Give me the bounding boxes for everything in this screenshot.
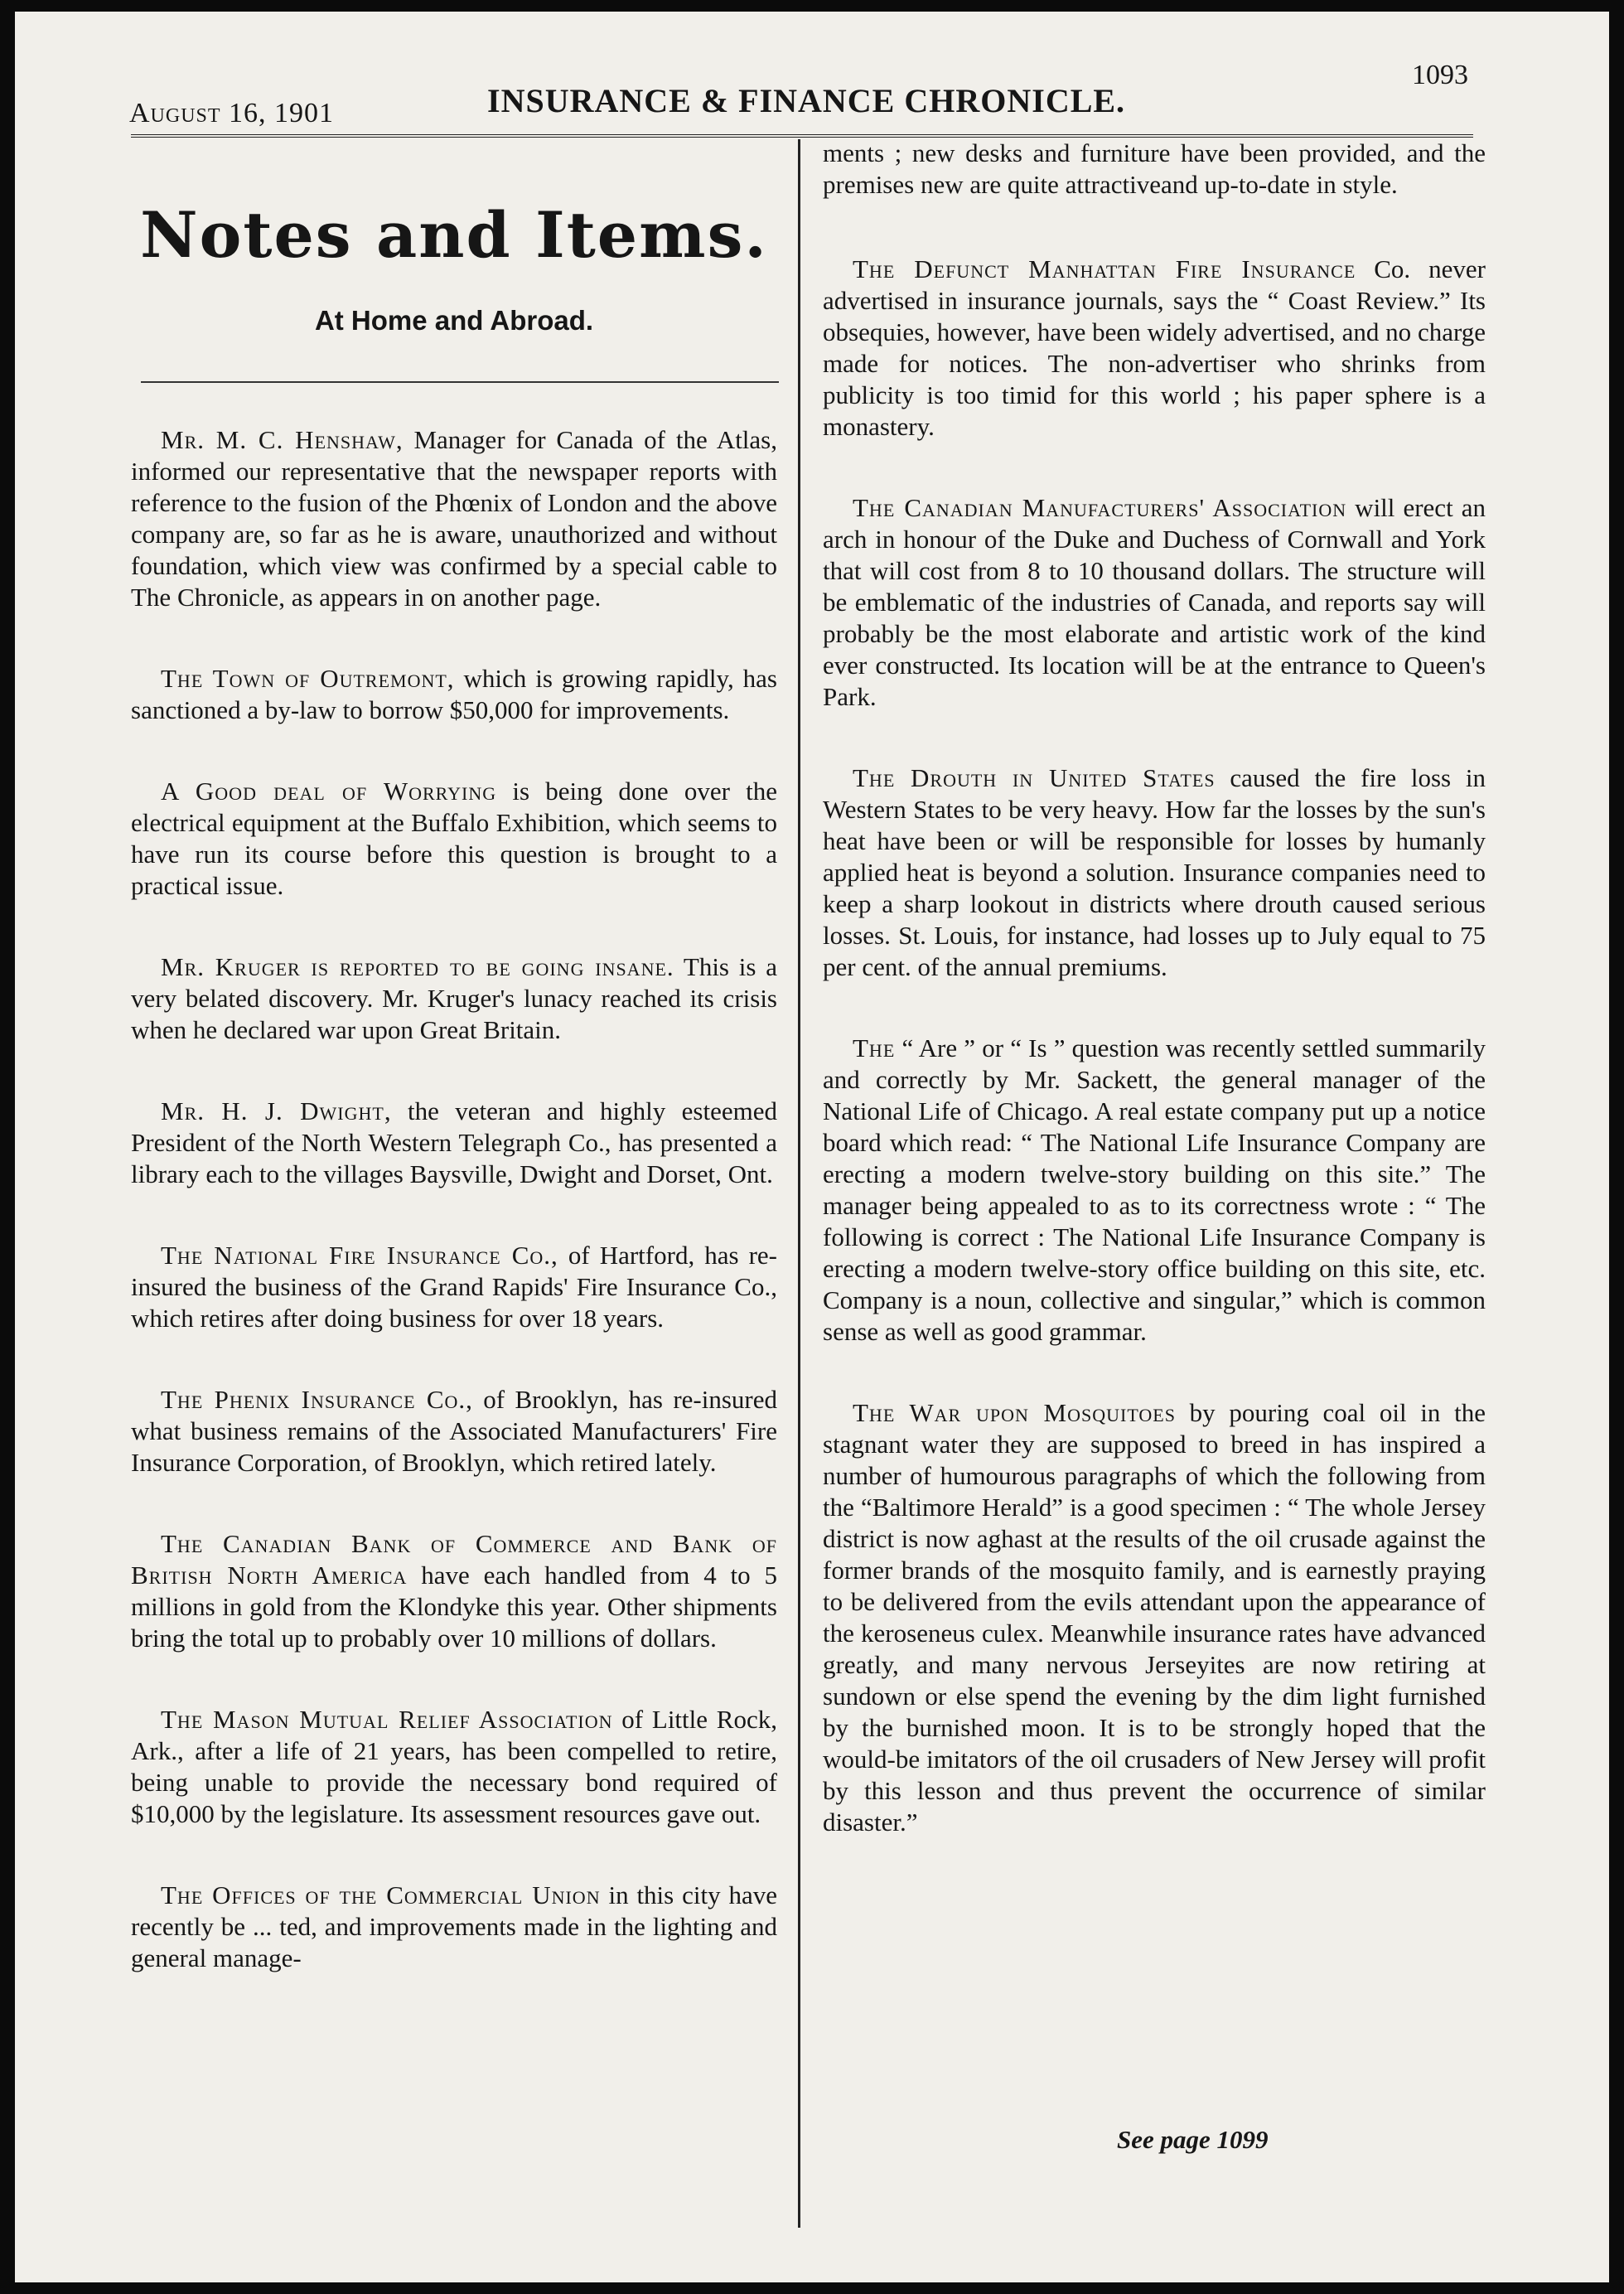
news-item	[823, 1397, 1486, 1838]
item-text: in this city have recently be ... ted, and improvements made in the lighting and general manage-	[131, 1880, 777, 1972]
see-page-note: See page 1099	[1117, 2125, 1269, 2154]
item-text: which is growing rapidly, has sanctioned a by-law to borrow $50,000 for improvements.	[131, 664, 777, 724]
right-column	[823, 138, 1486, 1888]
news-item	[823, 492, 1486, 713]
item-lead: The Drouth in United States	[853, 763, 1216, 792]
item-text: caused the fire loss in Western States to be very heavy. How far the losses by the sun's heat have been or will be responsible for losses by humanly applied heat is beyond a solution. Insurance companies need to keep a sharp lookout in districts where drouth caused serious losses. St. Louis, for instance, had losses up to July equal to 75 per cent. of the annual premiums.	[823, 763, 1486, 981]
news-item	[131, 1384, 777, 1479]
item-lead: The Phenix Insurance Co.,	[161, 1385, 473, 1414]
item-lead: The Town of Outremont,	[161, 664, 455, 693]
item-text: of Hartford, has re-insured the business of the Grand Rapids' Fire Insurance Co., which retires after doing business for over 18 years.	[131, 1241, 778, 1333]
item-lead: Mr. H. J. Dwight,	[161, 1096, 392, 1125]
continued-text: ments ; new desks and furniture have been provided, and the premises new are quite attractiveand up-to-date in style.	[823, 138, 1486, 199]
news-item	[823, 254, 1486, 443]
news-item	[823, 1033, 1486, 1348]
newspaper-page	[15, 12, 1609, 2282]
item-lead: The Mason Mutual Relief Association	[161, 1705, 613, 1734]
news-item	[131, 951, 777, 1046]
issue-date: August 16, 1901	[129, 98, 335, 128]
item-text: “ Are ” or “ Is ” question was recently settled summarily and correctly by Mr. Sackett, the general manager of the National Life of Chicago. A real estate company put up a notice board which read: “ The National Life Insurance Company are erecting a modern twelve-story building on this site.” The manager being appealed to as to its correctness wrote : “ The following is correct : The National Life Insurance Company is erecting a modern twelve-story office building on this site, etc. Company is a noun, collective and singular,” which is common sense as well as good grammar.	[823, 1033, 1486, 1346]
item-lead: The Offices of the Commercial Union	[161, 1880, 601, 1909]
news-item	[131, 663, 777, 726]
item-text: by pouring coal oil in the stagnant water they are supposed to breed in has inspired a number of humourous paragraphs of which the following from the “Baltimore Herald” is a good specimen : “ The whole Jersey district is now aghast at the results of the oil crusade against the former brands of the mosquito family, and is earnestly praying to be delivered from the evils attendant upon the appearance of the keroseneus culex. Meanwhile insurance rates have advanced greatly, and many nervous Jerseyites are now retiring at sundown or else spend the evening by the dim light furnished by the burnished moon. It is to be strongly hoped that the would-be imitators of the oil crusaders of New Jersey will profit by this lesson and thus prevent the occurrence of similar disaster.”	[823, 1398, 1486, 1837]
item-text: This is a very belated discovery. Mr. Kruger's lunacy reached its crisis when he declared war upon Great Britain.	[131, 952, 777, 1044]
left-column	[131, 199, 777, 2024]
section-subtitle: At Home and Abroad.	[314, 305, 594, 336]
item-text: the veteran and highly esteemed President of the North Western Telegraph Co., has presented a library each to the villages Baysville, Dwight and Dorset, Ont.	[131, 1096, 777, 1188]
item-lead: Mr. Kruger is reported to be going insane.	[161, 952, 674, 981]
section-title: Notes and Items.	[140, 198, 768, 272]
page-number: 1093	[1412, 60, 1468, 90]
news-item	[131, 1096, 777, 1190]
item-text: Co. never advertised in insurance journals, says the “ Coast Review.” Its obsequies, however, have been widely advertised, and no charge made for notices. The non-advertiser who shrinks from publicity is too timid for this world ; his paper sphere is a monastery.	[823, 254, 1486, 441]
item-lead: The Canadian Manufacturers' Association	[853, 493, 1347, 522]
item-text: have each handled from 4 to 5 millions in gold from the Klondyke this year. Other shipments bring the total up to probably over 10 millions of dollars.	[131, 1561, 777, 1653]
item-text: Manager for Canada of the Atlas, informed our representative that the newspaper reports with reference to the fusion of the Phœnix of London and the above company are, so far as he is aware, unauthorized and without foundation, which view was confirmed by a special cable to The Chronicle, as appears in on another page.	[131, 425, 777, 612]
news-item	[131, 1240, 777, 1334]
item-lead: A Good deal of Worrying	[161, 777, 497, 806]
news-item	[131, 1880, 777, 1974]
item-text: is being done over the electrical equipment at the Buffalo Exhibition, which seems to have run its course before this question is brought to a practical issue.	[131, 777, 777, 900]
section-rule	[141, 381, 779, 383]
news-item	[131, 1704, 777, 1830]
item-lead: The National Fire Insurance Co.,	[161, 1241, 558, 1270]
item-text: will erect an arch in honour of the Duke and Duchess of Cornwall and York that will cost from 8 to 10 thousand dollars. The structure will be emblematic of the industries of Canada, and reports say will probably be the most elaborate and artistic work of the kind ever constructed. Its location will be at the entrance to Queen's Park.	[823, 493, 1486, 711]
news-item	[823, 762, 1486, 983]
news-item	[131, 776, 777, 902]
item-text: of Brooklyn, has re-insured what business remains of the Associated Manufacturers' Fire Insurance Corporation, of Brooklyn, which retired lately.	[131, 1385, 777, 1477]
item-lead: The Canadian Bank of Commerce and Bank of British North America	[131, 1529, 777, 1590]
publication-title: INSURANCE & FINANCE CHRONICLE.	[487, 82, 1126, 119]
news-item	[131, 1528, 777, 1654]
column-divider	[798, 139, 800, 2228]
item-lead: The	[853, 1033, 896, 1062]
item-lead: The Defunct Manhattan Fire Insurance	[853, 254, 1356, 283]
item-lead: Mr. M. C. Henshaw,	[161, 425, 404, 454]
news-item	[131, 424, 777, 613]
item-text: of Little Rock, Ark., after a life of 21 years, has been compelled to retire, being unable to provide the necessary bond required of $10,000 by the legislature. Its assessment resources gave out.	[131, 1705, 777, 1828]
item-lead: The War upon Mosquitoes	[853, 1398, 1176, 1427]
